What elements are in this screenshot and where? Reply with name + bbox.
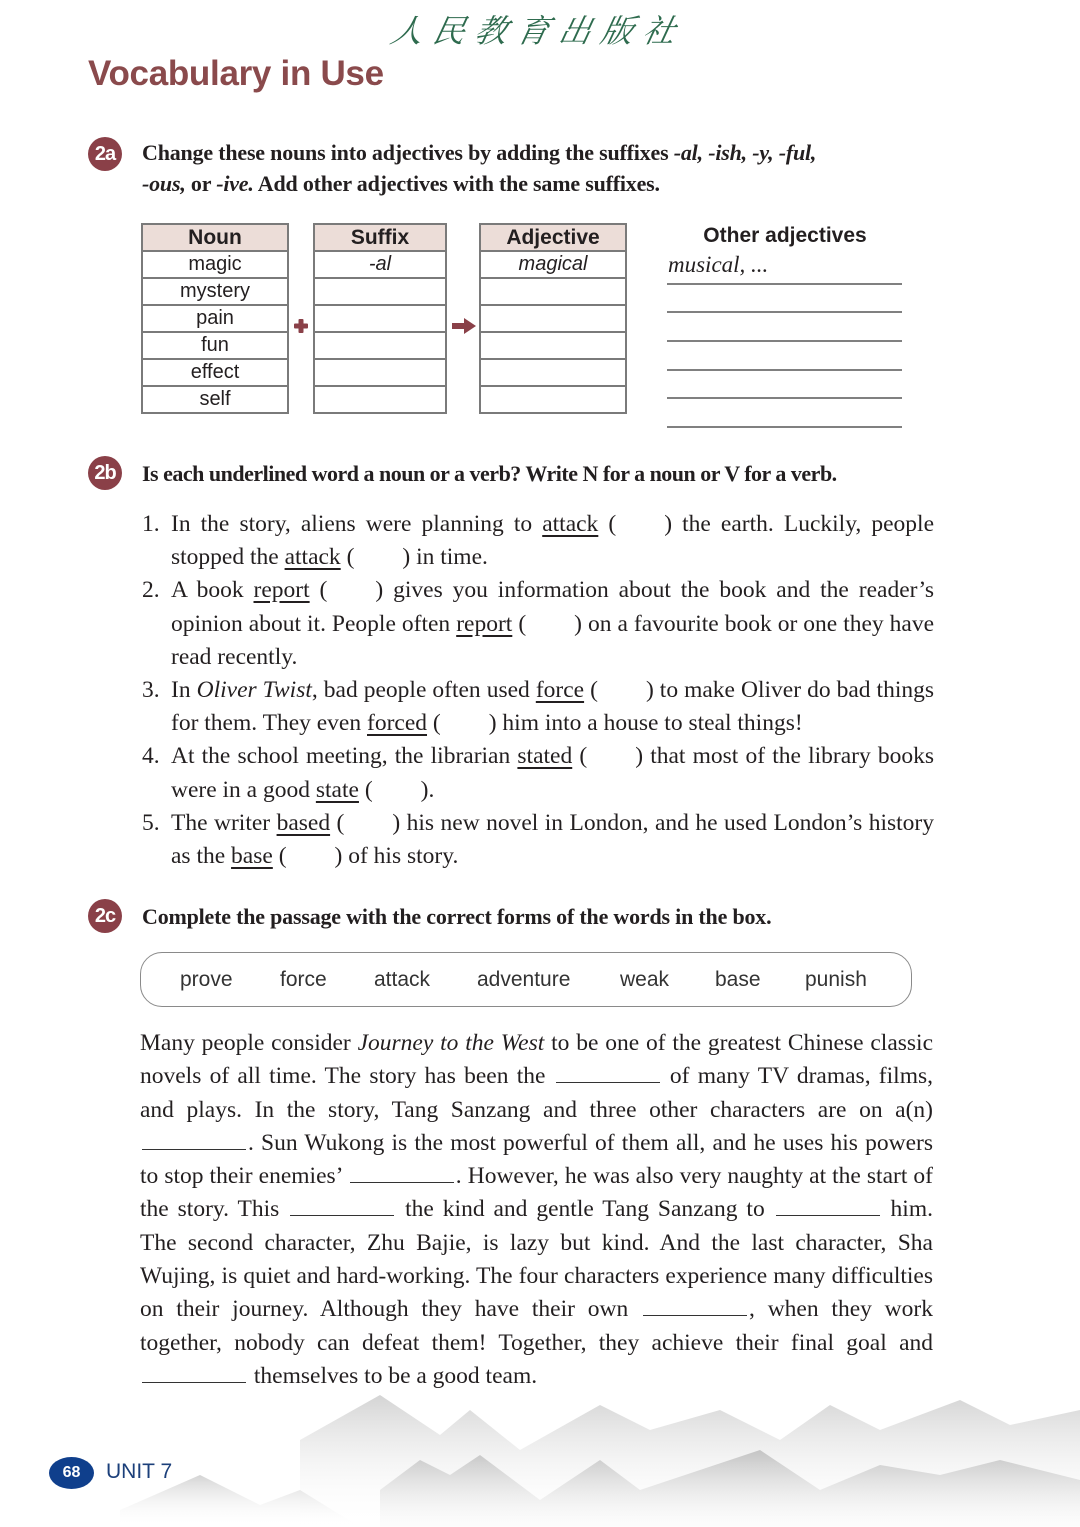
passage-text: of many TV dramas, films, and plays. In the story, Tang Sanzang and three other characters are on a(n): [140, 1063, 933, 1123]
noun-header: Noun: [142, 224, 288, 251]
adjective-cell[interactable]: [480, 332, 626, 359]
passage-text: to be one of the greatest Chinese classic novels of all time. The story has been the: [140, 1030, 933, 1090]
answer-blank[interactable]: ( ): [346, 544, 411, 571]
other-adjectives-example: musical, ...: [668, 252, 769, 277]
adjective-table: [479, 223, 627, 414]
noun-cell: pain: [142, 305, 288, 332]
passage-text: Many people consider: [140, 1030, 358, 1056]
suffix-cell[interactable]: [314, 386, 446, 413]
underlined-word: based: [276, 809, 331, 836]
underlined-word: report: [456, 610, 513, 637]
underlined-word: force: [535, 677, 585, 704]
fill-blank[interactable]: [350, 1164, 454, 1183]
noun-table: [141, 223, 289, 414]
word-box-item: adventure: [477, 968, 571, 991]
underlined-word: forced: [367, 710, 428, 737]
question-number: 1.: [142, 511, 160, 537]
fill-blank[interactable]: [643, 1297, 747, 1316]
arrow-right-icon: [451, 317, 477, 335]
exercise-badge-2b: 2b: [88, 456, 122, 490]
question-item: [142, 807, 934, 873]
fill-blank[interactable]: [556, 1064, 660, 1083]
exercise-badge-2a: 2a: [88, 137, 122, 171]
question-number: 4.: [142, 743, 160, 770]
noun-cell: self: [142, 386, 288, 413]
adjective-cell[interactable]: [480, 278, 626, 305]
plus-icon: [293, 318, 309, 334]
instruction-2c: Complete the passage with the correct forms of the words in the box.: [142, 904, 772, 929]
question-text: in time.: [410, 544, 488, 571]
publisher-logo: 人民教育出版社: [387, 12, 690, 50]
question-text: , bad people often used: [311, 677, 536, 704]
passage-text: the kind and gentle Tang Sanzang to: [396, 1196, 774, 1223]
answer-line[interactable]: [667, 340, 902, 342]
answer-blank[interactable]: ( ): [518, 610, 582, 637]
page-number: 68: [49, 1457, 94, 1489]
noun-cell: fun: [142, 332, 288, 359]
noun-cell: effect: [142, 359, 288, 386]
answer-line[interactable]: [667, 426, 902, 428]
fill-blank[interactable]: [142, 1131, 246, 1150]
underlined-word: state: [315, 776, 359, 803]
question-number: 5.: [142, 809, 160, 836]
question-text: the earth. Luckily, people stopped the: [171, 511, 935, 571]
question-text: gives you information about the book and the reader’s opinion about it. People often: [171, 577, 934, 637]
answer-blank[interactable]: ( ): [278, 843, 343, 870]
noun-cell: mystery: [142, 278, 288, 305]
underlined-word: attack: [284, 544, 341, 571]
question-item: [142, 508, 934, 574]
question-text: that most of the library books were in a good: [171, 743, 935, 803]
answer-line[interactable]: [667, 397, 902, 399]
fill-blank[interactable]: [776, 1197, 880, 1216]
question-text: .: [428, 776, 435, 803]
suffix-cell[interactable]: [314, 305, 446, 332]
suffix-cell[interactable]: [314, 278, 446, 305]
answer-line[interactable]: [667, 283, 902, 285]
underlined-word: attack: [542, 511, 599, 537]
word-box: [140, 952, 912, 1007]
answer-blank[interactable]: ( ): [364, 776, 429, 803]
answer-blank[interactable]: ( ): [608, 511, 673, 537]
word-box-item: attack: [374, 968, 431, 991]
suffix-ive: -ive.: [216, 171, 254, 196]
adjective-cell[interactable]: [480, 359, 626, 386]
question-text: A book: [171, 577, 254, 604]
suffix-cell[interactable]: -al: [314, 251, 446, 278]
question-number: 3.: [142, 677, 160, 704]
underlined-word: base: [231, 843, 273, 870]
answer-blank[interactable]: ( ): [319, 577, 384, 604]
question-item: [142, 674, 934, 740]
adjective-header: Adjective: [480, 224, 626, 251]
question-text: on a favourite book or one they have read recently.: [171, 610, 935, 670]
question-text: In the story, aliens were planning to: [171, 511, 543, 537]
adjective-cell[interactable]: [480, 305, 626, 332]
question-number: 2.: [142, 577, 160, 604]
answer-blank[interactable]: ( ): [579, 743, 644, 770]
question-text: At the school meeting, the librarian: [171, 743, 518, 770]
instruction-2a: [142, 137, 942, 199]
answer-blank[interactable]: ( ): [590, 677, 654, 704]
noun-cell: magic: [142, 251, 288, 278]
question-text: In: [171, 677, 197, 704]
underlined-word: stated: [517, 743, 573, 770]
question-text: of his story.: [342, 843, 459, 870]
question-item: [142, 574, 934, 674]
adjective-cell[interactable]: [480, 386, 626, 413]
question-text: his new novel in London, and he used London’s history as the: [171, 809, 934, 870]
suffix-header: Suffix: [314, 224, 446, 251]
mountain-background-image: [0, 1380, 1080, 1527]
suffix-table: [313, 223, 447, 414]
passage-text: themselves to be a good team.: [248, 1362, 538, 1389]
answer-line[interactable]: [667, 311, 902, 313]
instruction-text: Change these nouns into adjectives by adding the suffixes: [142, 140, 674, 165]
passage-text: . However, he was also very naughty at the start of the story. This: [140, 1163, 933, 1223]
page-title: Vocabulary in Use: [88, 54, 384, 93]
question-text: him into a house to steal things!: [496, 710, 803, 737]
suffix-cell[interactable]: [314, 359, 446, 386]
answer-blank[interactable]: ( ): [432, 710, 497, 737]
unit-label: UNIT 7: [106, 1460, 173, 1483]
passage-text: him. The second character, Zhu Bajie, is lazy but kind. And the last character, Sha Wujing, is quiet and hard-working. The four characters experience many difficulties on their journey. Although they have their own: [140, 1196, 933, 1323]
answer-blank[interactable]: ( ): [336, 809, 401, 836]
suffix-ous: -ous,: [142, 171, 186, 196]
passage-text: , when they work together, nobody can defeat them! Together, they achieve their final goal and: [140, 1296, 933, 1356]
word-box-item: base: [715, 968, 761, 991]
question-text: The writer: [171, 809, 277, 836]
passage: [140, 1027, 933, 1393]
suffix-list: -al, -ish, -y, -ful,: [673, 140, 817, 165]
other-adjectives-header: Other adjectives: [703, 224, 867, 247]
instruction-text: or: [185, 171, 217, 196]
underlined-word: report: [253, 577, 310, 604]
question-text: to make Oliver do bad things for them. They even: [171, 677, 935, 737]
question-list: [142, 508, 934, 873]
book-title: Oliver Twist: [196, 677, 312, 704]
adjective-cell[interactable]: magical: [480, 251, 626, 278]
word-box-item: prove: [180, 968, 233, 991]
instruction-2b: Is each underlined word a noun or a verb? Write N for a noun or V for a verb.: [142, 461, 837, 486]
word-box-item: force: [280, 968, 327, 991]
answer-line[interactable]: [667, 369, 902, 371]
word-box-item: weak: [620, 968, 670, 991]
exercise-badge-2c: 2c: [88, 899, 122, 933]
question-item: [142, 740, 934, 806]
book-title: Journey to the West: [357, 1030, 545, 1056]
passage-text: . Sun Wukong is the most powerful of them all, and he uses his powers to stop their enemies’: [140, 1129, 933, 1190]
instruction-text: Add other adjectives with the same suffixes.: [253, 171, 660, 196]
fill-blank[interactable]: [290, 1197, 394, 1216]
suffix-cell[interactable]: [314, 332, 446, 359]
word-box-item: punish: [805, 968, 867, 991]
